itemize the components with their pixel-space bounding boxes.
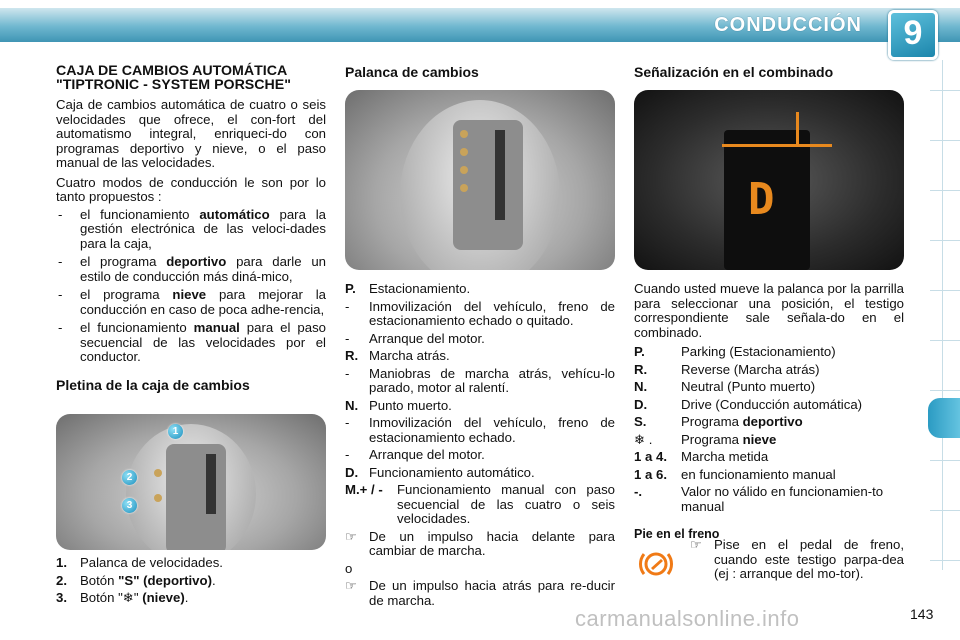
gear-lever-photo <box>345 90 615 270</box>
impulse-forward: ☞ De un impulso hacia delante para cambiar de marcha. <box>345 528 615 558</box>
chapter-badge <box>888 10 938 60</box>
mode-item: - el funcionamiento manual para el paso secuencial de las velocidades por el conductor. <box>58 320 326 364</box>
gear-indicator: D <box>748 174 775 225</box>
lever-item: - Inmovilización del vehículo, freno de estacionamiento echado o quitado. <box>345 298 615 328</box>
manual-mode-item: M.+ / - Funcionamiento manual con paso secuencial de las cuatro o seis velocidades. <box>345 482 615 526</box>
lever-item: D. Funcionamiento automático. <box>345 464 535 480</box>
column-lever <box>345 64 615 80</box>
lever-item: - Maniobras de marcha atrás, vehícu-lo parado, motor al ralentí. <box>345 365 615 395</box>
indicator-item: -. Valor no válido en funcionamien-to manual <box>634 484 884 514</box>
display-legend <box>634 282 904 542</box>
column-display <box>634 64 904 80</box>
brake-warning-icon <box>638 546 674 582</box>
plate-section-title: Pletina de la caja de cambios <box>56 376 250 393</box>
page-number: 143 <box>910 606 934 622</box>
plate-legend <box>56 556 326 609</box>
hand-pointer-icon: ☞ <box>345 528 357 544</box>
lever-item: P. Estacionamiento. <box>345 281 471 296</box>
modes-intro: Cuatro modos de conducción le son por lo tanto propuestos : <box>56 174 326 204</box>
chapter-title: CONDUCCIÓN <box>714 14 862 36</box>
chapter-number: 9 <box>903 14 923 52</box>
lever-title: Palanca de cambios <box>345 64 479 80</box>
legend-item: 3. Botón "❄" (nieve). <box>56 590 189 605</box>
hand-pointer-icon: ☞ <box>690 537 702 552</box>
page-header <box>0 0 960 50</box>
indicator-item: N. Neutral (Punto muerto) <box>634 379 816 394</box>
mode-item: - el programa deportivo para darle un estilo de conducción más diná-mico, <box>58 254 326 284</box>
watermark: carmanualsonline.info <box>575 606 800 631</box>
active-chapter-tab[interactable] <box>928 398 960 438</box>
mode-item: - el funcionamiento automático para la gestión electrónica de las veloci-dades para la caja, <box>58 206 326 251</box>
lever-item: - Inmovilización del vehículo, freno de estacionamiento echado. <box>345 415 615 445</box>
indicator-item: P. Parking (Estacionamiento) <box>634 344 836 359</box>
indicator-item: 1 a 4. Marcha metida <box>634 449 769 464</box>
lever-positions <box>345 282 615 611</box>
gear-plate-photo <box>56 414 326 550</box>
gearbox-intro: Caja de cambios automática de cuatro o seis velocidades que ofrece, el con-fort del automatismo integral, enriqueci-do con programas deportivo y nieve, o el paso manual de las velocidades. <box>56 97 326 170</box>
lever-item: R. Marcha atrás. <box>345 348 450 363</box>
legend-item: 1. Palanca de velocidades. <box>56 555 223 570</box>
indicator-item: D. Drive (Conducción automática) <box>634 396 863 412</box>
lever-item: - Arranque del motor. <box>345 330 485 346</box>
snowflake-icon: ❄ . <box>634 431 653 447</box>
callout-1: 1 <box>168 424 183 439</box>
impulse-backward: ☞ De un impulso hacia atrás para re-ducir de marcha. <box>345 578 615 608</box>
callout-2: 2 <box>122 470 137 485</box>
gearbox-title: CAJA DE CAMBIOS AUTOMÁTICA "TIPTRONIC - SYSTEM PORSCHE" <box>56 63 291 93</box>
instrument-display-photo <box>634 90 904 270</box>
indicator-item: 1 a 6. en funcionamiento manual <box>634 466 836 482</box>
callout-3: 3 <box>122 498 137 513</box>
indicator-item: R. Reverse (Marcha atrás) <box>634 361 820 377</box>
brake-title: Pie en el freno <box>634 527 720 541</box>
chapter-tab-rail <box>930 60 960 580</box>
hand-pointer-icon: ☞ <box>345 578 357 593</box>
display-title: Señalización en el combinado <box>634 64 834 80</box>
or-text: o <box>345 560 353 576</box>
column-gearbox <box>56 64 326 393</box>
mode-item: - el programa nieve para mejorar la conducción en caso de poca adhe-rencia, <box>58 287 326 317</box>
indicator-item: ❄ . Programa nieve <box>634 431 777 447</box>
lever-item: - Arranque del motor. <box>345 447 485 462</box>
lever-item: N. Punto muerto. <box>345 397 452 413</box>
legend-item: 2. Botón "S" (deportivo). <box>56 572 216 588</box>
brake-note: ☞ Pise en el pedal de freno, cuando este testigo parpa-dea (ej : arranque del mo-tor). <box>690 537 904 581</box>
indicator-item: S. Programa deportivo <box>634 414 803 429</box>
display-intro: Cuando usted mueve la palanca por la parrilla para seleccionar una posición, el testigo correspondiente sale señala-do en el combinado. <box>634 281 904 340</box>
